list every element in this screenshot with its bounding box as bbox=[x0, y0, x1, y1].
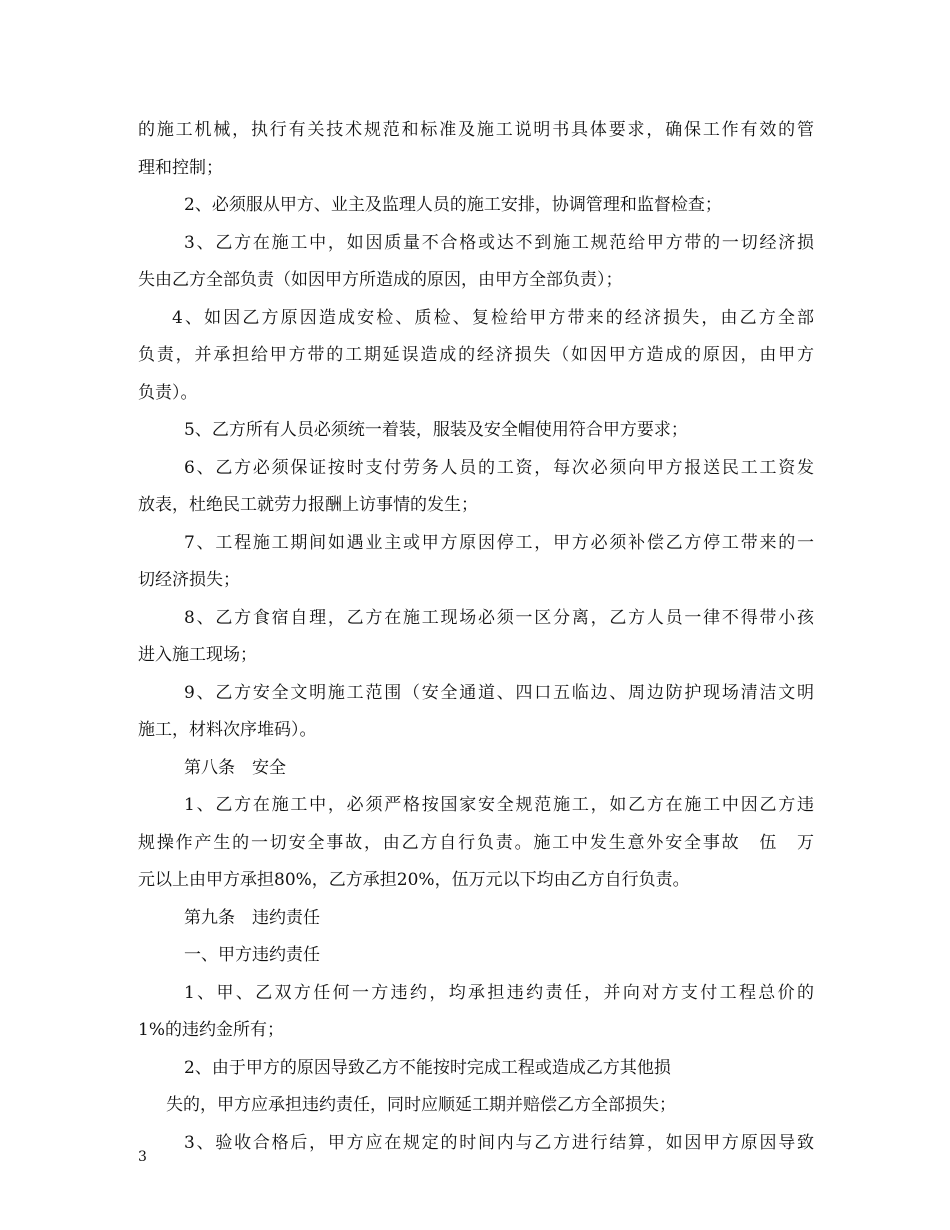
text-line: 第九条 违约责任 bbox=[184, 907, 320, 928]
text-line: 1、乙方在施工中，必须严格按国家安全规范施工，如乙方在施工中因乙方违 bbox=[184, 795, 814, 815]
text-line: 切经济损失； bbox=[138, 570, 240, 590]
text-line: 5、乙方所有人员必须统一着装，服装及安全帽使用符合甲方要求； bbox=[184, 420, 688, 440]
text-line: 2、必须服从甲方、业主及监理人员的施工安排，协调管理和监督检查； bbox=[184, 195, 722, 215]
text-line: 进入施工现场； bbox=[138, 645, 257, 665]
text-line: 放表，杜绝民工就劳力报酬上访事情的发生； bbox=[138, 495, 478, 515]
text-line: 负责，并承担给甲方带的工期延误造成的经济损失（如因甲方造成的原因，由甲方 bbox=[138, 345, 814, 365]
text-line: 3、乙方在施工中，如因质量不合格或达不到施工规范给甲方带的一切经济损 bbox=[184, 232, 814, 253]
text-line: 的施工机械，执行有关技术规范和标准及施工说明书具体要求，确保工作有效的管 bbox=[138, 120, 814, 140]
text-line: 元以上由甲方承担80%，乙方承担20%，伍万元以下均由乙方自行负责。 bbox=[138, 870, 690, 890]
text-line: 理和控制； bbox=[138, 157, 223, 178]
text-line: 1、甲、乙双方任何一方违约，均承担违约责任，并向对方支付工程总价的 bbox=[184, 982, 814, 1003]
text-line: 第八条 安全 bbox=[184, 757, 286, 778]
text-line: 9、乙方安全文明施工范围（安全通道、四口五临边、周边防护现场清洁文明 bbox=[184, 682, 814, 703]
text-line: 7、工程施工期间如遇业主或甲方原因停工，甲方必须补偿乙方停工带来的一 bbox=[184, 532, 814, 553]
text-line: 1%的违约金所有； bbox=[138, 1020, 284, 1040]
text-line: 一、甲方违约责任 bbox=[184, 945, 320, 965]
text-line: 4、如因乙方原因造成安检、质检、复检给甲方带来的经济损失，由乙方全部 bbox=[172, 307, 814, 328]
text-line: 2、由于甲方的原因导致乙方不能按时完成工程或造成乙方其他损 bbox=[184, 1057, 671, 1078]
text-line: 8、乙方食宿自理，乙方在施工现场必须一区分离，乙方人员一律不得带小孩 bbox=[184, 607, 814, 628]
text-line: 失由乙方全部负责（如因甲方所造成的原因，由甲方全部负责）； bbox=[138, 270, 623, 290]
text-line: 施工，材料次序堆码）。 bbox=[138, 720, 317, 740]
text-line: 6、乙方必须保证按时支付劳务人员的工资，每次必须向甲方报送民工工资发 bbox=[184, 457, 814, 478]
text-line: 失的，甲方应承担违约责任，同时应顺延工期并赔偿乙方全部损失； bbox=[166, 1095, 676, 1115]
text-line: 规操作产生的一切安全事故，由乙方自行负责。施工中发生意外安全事故 伍 万 bbox=[138, 832, 814, 853]
page-number: 3 bbox=[138, 1149, 147, 1165]
document-body bbox=[138, 112, 814, 1162]
text-line: 3、验收合格后，甲方应在规定的时间内与乙方进行结算，如因甲方原因导致 bbox=[184, 1132, 814, 1153]
text-line: 负责）。 bbox=[138, 382, 198, 403]
